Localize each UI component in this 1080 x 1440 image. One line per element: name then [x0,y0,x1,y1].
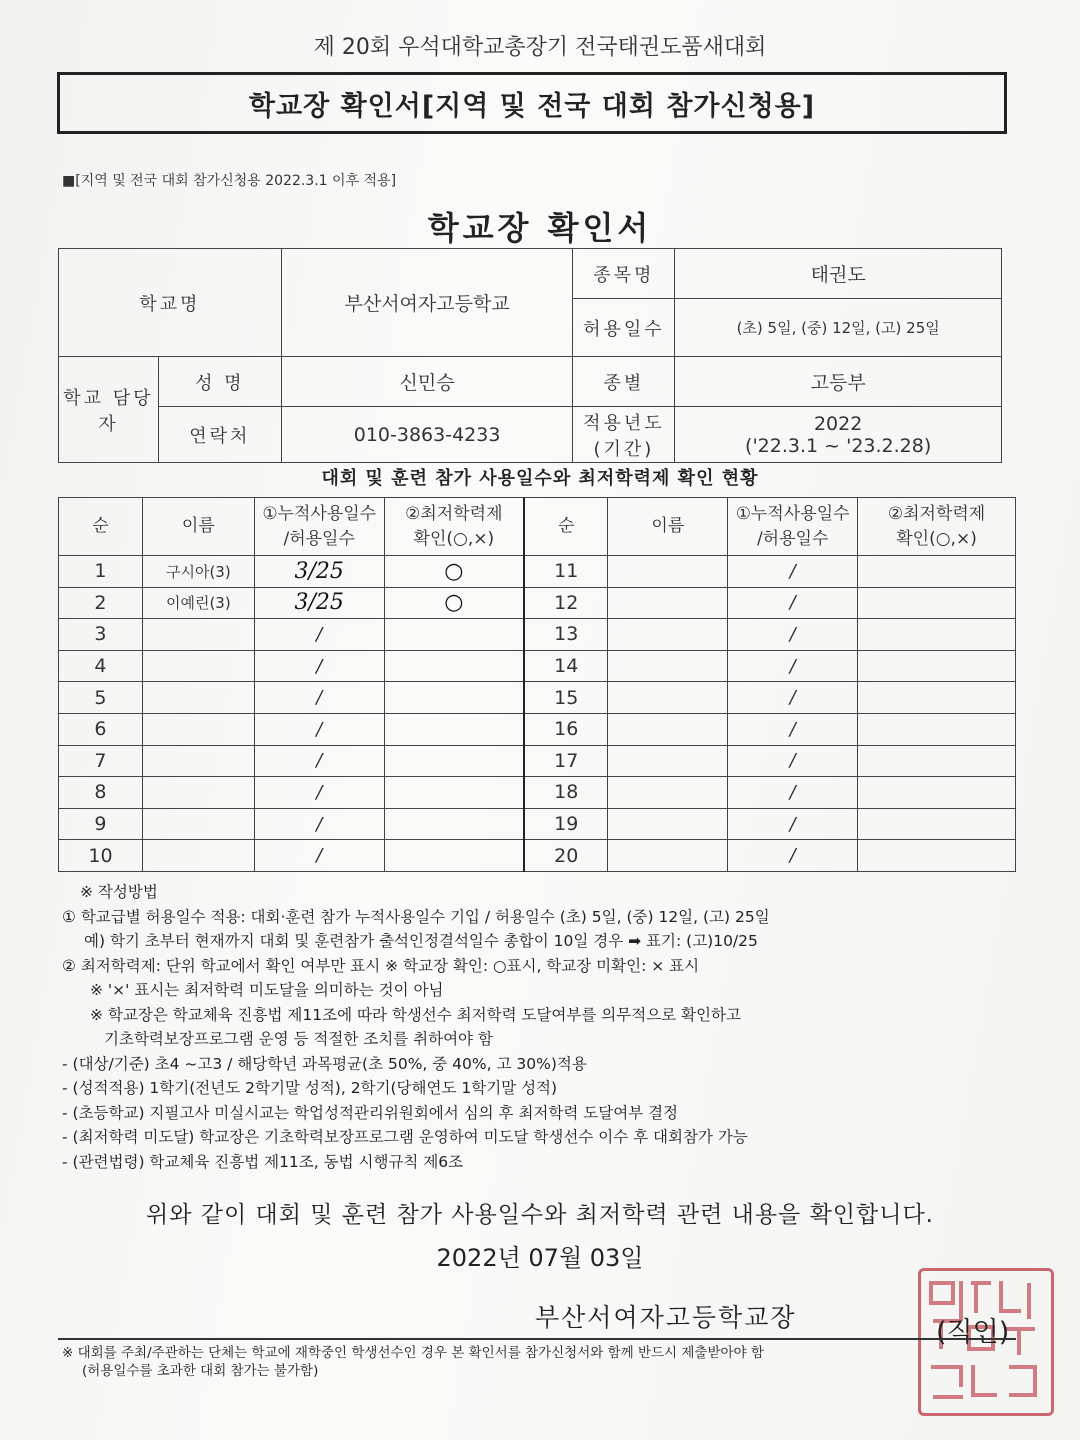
row-no: 7 [59,745,143,777]
row-academic [384,745,524,777]
principal-name: 부산서여자고등학교장 [535,1303,797,1332]
row-no: 17 [524,745,608,777]
row-academic [858,745,1016,777]
manager-label: 학교 담당자 [59,357,159,463]
row-no: 1 [59,556,143,588]
instruction-line: ① 학교급별 허용일수 적용: 대회·훈련 참가 누적사용일수 기입 / 허용일수 (초) 5일, (중) 12일, (고) 25일 [62,907,770,926]
instruction-line: - (관련법령) 학교체육 진흥법 제11조, 동법 시행규칙 제6조 [62,1152,464,1171]
row-no: 12 [524,587,608,619]
row-no: 15 [524,682,608,714]
row-name [608,840,728,872]
row-no: 3 [59,619,143,651]
table-row [59,650,1016,682]
year-value: 2022 [813,412,863,435]
row-days: / [728,840,858,872]
row-no: 14 [524,650,608,682]
year-label: 적용년도 (기간) [573,407,675,463]
header-no: 순 [524,498,608,556]
name-value: 신민승 [281,357,573,407]
row-no: 20 [524,840,608,872]
footer-note-line: ※ 대회를 주최/주관하는 단체는 학교에 재학중인 학생선수인 경우 본 확인서를 참가신청서와 함께 반드시 제출받아야 함 [62,1345,764,1361]
confirmation-statement: 위와 같이 대회 및 훈련 참가 사용일수와 최저학력 관련 내용을 확인합니다. [146,1202,934,1228]
row-days: / [254,619,384,651]
row-name [142,777,254,809]
row-name [142,713,254,745]
row-academic [858,808,1016,840]
row-name [142,840,254,872]
row-no: 19 [524,808,608,840]
row-no: 13 [524,619,608,651]
instruction-line: ※ '×' 표시는 최저학력 미도달을 의미하는 것이 아님 [90,981,444,999]
row-days: / [254,682,384,714]
instruction-line: - (최저학력 미도달) 학교장은 기초학력보장프로그램 운영하여 미도달 학생선수 이수 후 대회참가 가능 [62,1128,748,1146]
row-academic [384,682,524,714]
row-no: 11 [524,556,608,588]
row-name [142,682,254,714]
contact-label: 연락처 [158,407,281,463]
row-days: / [254,650,384,682]
row-academic [384,840,524,872]
header-academic: ②최저학력제 확인(○,×) [858,498,1016,556]
table-row [59,682,1016,714]
row-name [608,777,728,809]
applicability-note: ■[지역 및 전국 대회 참가신청용 2022.3.1 이후 적용] [62,173,397,189]
row-academic [384,713,524,745]
row-name [142,650,254,682]
instruction-line: ② 최저학력제: 단위 학교에서 확인 여부만 표시 ※ 학교장 확인: ○표시, 학교장 미확인: × 표시 [62,956,700,975]
row-academic [384,619,524,651]
row-academic [858,650,1016,682]
row-name [142,808,254,840]
row-days: / [728,619,858,651]
row-days: 3/25 [254,587,384,619]
roster-table [58,497,1016,872]
row-academic [858,840,1016,872]
header-no: 순 [59,498,143,556]
row-academic [858,556,1016,588]
row-days: / [728,650,858,682]
row-academic [858,777,1016,809]
allowed-days-label: 허용일수 [573,299,675,357]
row-days: / [728,808,858,840]
event-title: 제 20회 우석대학교총장기 전국태권도품새대회 [313,35,767,60]
table-row [59,587,1016,619]
row-name [608,650,728,682]
category-label: 종별 [573,357,675,407]
table-row [59,777,1016,809]
row-days: / [254,745,384,777]
row-academic [384,808,524,840]
row-academic: ○ [384,587,524,619]
instructions [62,880,1022,1174]
row-no: 2 [59,587,143,619]
row-name [142,745,254,777]
row-days: 3/25 [254,556,384,588]
instruction-line: - (성적적용) 1학기(전년도 2학기말 성적), 2학기(당해연도 1학기말 성적) [62,1079,558,1097]
seal-label: (직인) [936,1317,1010,1348]
row-days: / [728,713,858,745]
allowed-days-value: (초) 5일, (중) 12일, (고) 25일 [675,299,1002,357]
row-academic [858,619,1016,651]
header-days: ①누적사용일수 /허용일수 [728,498,858,556]
row-days: / [254,713,384,745]
instructions-heading: ※ 작성방법 [80,883,158,901]
roster-section-title: 대회 및 훈련 참가 사용일수와 최저학력제 확인 현황 [321,468,759,489]
row-no: 16 [524,713,608,745]
row-name [608,745,728,777]
header-academic: ②최저학력제 확인(○,×) [384,498,524,556]
school-info-table [58,248,1002,463]
row-no: 8 [59,777,143,809]
instruction-line: 예) 학기 초부터 현재까지 대회 및 훈련참가 출석인정결석일수 총합이 10일 경우 ➡ 표기: (고)10/25 [84,932,758,950]
document-title: 학교장 확인서[지역 및 전국 대회 참가신청용] [248,90,816,122]
row-days: / [728,587,858,619]
row-name [608,713,728,745]
sport-label: 종목명 [573,249,675,299]
row-name [608,556,728,588]
row-academic [858,587,1016,619]
row-name [608,619,728,651]
row-academic [858,682,1016,714]
category-value: 고등부 [675,357,1002,407]
header-days: ①누적사용일수 /허용일수 [254,498,384,556]
row-no: 18 [524,777,608,809]
school-name-label: 학교명 [59,249,282,357]
row-days: / [728,556,858,588]
instruction-line: 기초학력보장프로그램 운영 등 적절한 조치를 취하여야 함 [104,1030,493,1048]
instruction-line: ※ 학교장은 학교체육 진흥법 제11조에 따라 학생선수 최저학력 도달여부를 의무적으로 확인하고 [90,1005,741,1024]
period-value: ('22.3.1 ~ '23.2.28) [745,434,932,457]
row-days: / [254,808,384,840]
header-name: 이름 [608,498,728,556]
row-no: 9 [59,808,143,840]
footer-note [62,1344,764,1380]
row-name [608,808,728,840]
table-row [59,840,1016,872]
table-row [59,713,1016,745]
table-row [59,556,1016,588]
form-title: 학교장 확인서 [427,209,653,247]
row-name [142,619,254,651]
confirmation-date: 2022년 07월 03일 [436,1244,644,1272]
table-row [59,619,1016,651]
row-no: 10 [59,840,143,872]
row-no: 5 [59,682,143,714]
name-label: 성 명 [158,357,281,407]
row-days: / [728,745,858,777]
row-days: / [728,777,858,809]
row-days: / [728,682,858,714]
year-cell [675,407,1002,463]
footer-divider [58,1338,1016,1340]
contact-value: 010-3863-4233 [281,407,573,463]
instruction-line: - (대상/기준) 초4 ~고3 / 해당학년 과목평균(초 50%, 중 40%, 고 30%)적용 [62,1054,587,1073]
row-name: 이예린(3) [142,587,254,619]
row-academic [858,713,1016,745]
row-days: / [254,840,384,872]
roster-header-row [59,498,1016,556]
header-name: 이름 [142,498,254,556]
instruction-line: - (초등학교) 지필고사 미실시교는 학업성적관리위원회에서 심의 후 최저학력 도달여부 결정 [62,1103,679,1122]
row-name [608,587,728,619]
row-no: 6 [59,713,143,745]
table-row [59,745,1016,777]
document-title-box [57,72,1007,134]
row-no: 4 [59,650,143,682]
sport-value: 태권도 [675,249,1002,299]
row-academic [384,777,524,809]
table-row [59,808,1016,840]
row-name [608,682,728,714]
row-name: 구시아(3) [142,556,254,588]
row-academic: ○ [384,556,524,588]
school-name-value: 부산서여자고등학교 [281,249,573,357]
row-academic [384,650,524,682]
footer-note-line: (허용일수를 초과한 대회 참가는 불가함) [82,1363,319,1379]
row-days: / [254,777,384,809]
